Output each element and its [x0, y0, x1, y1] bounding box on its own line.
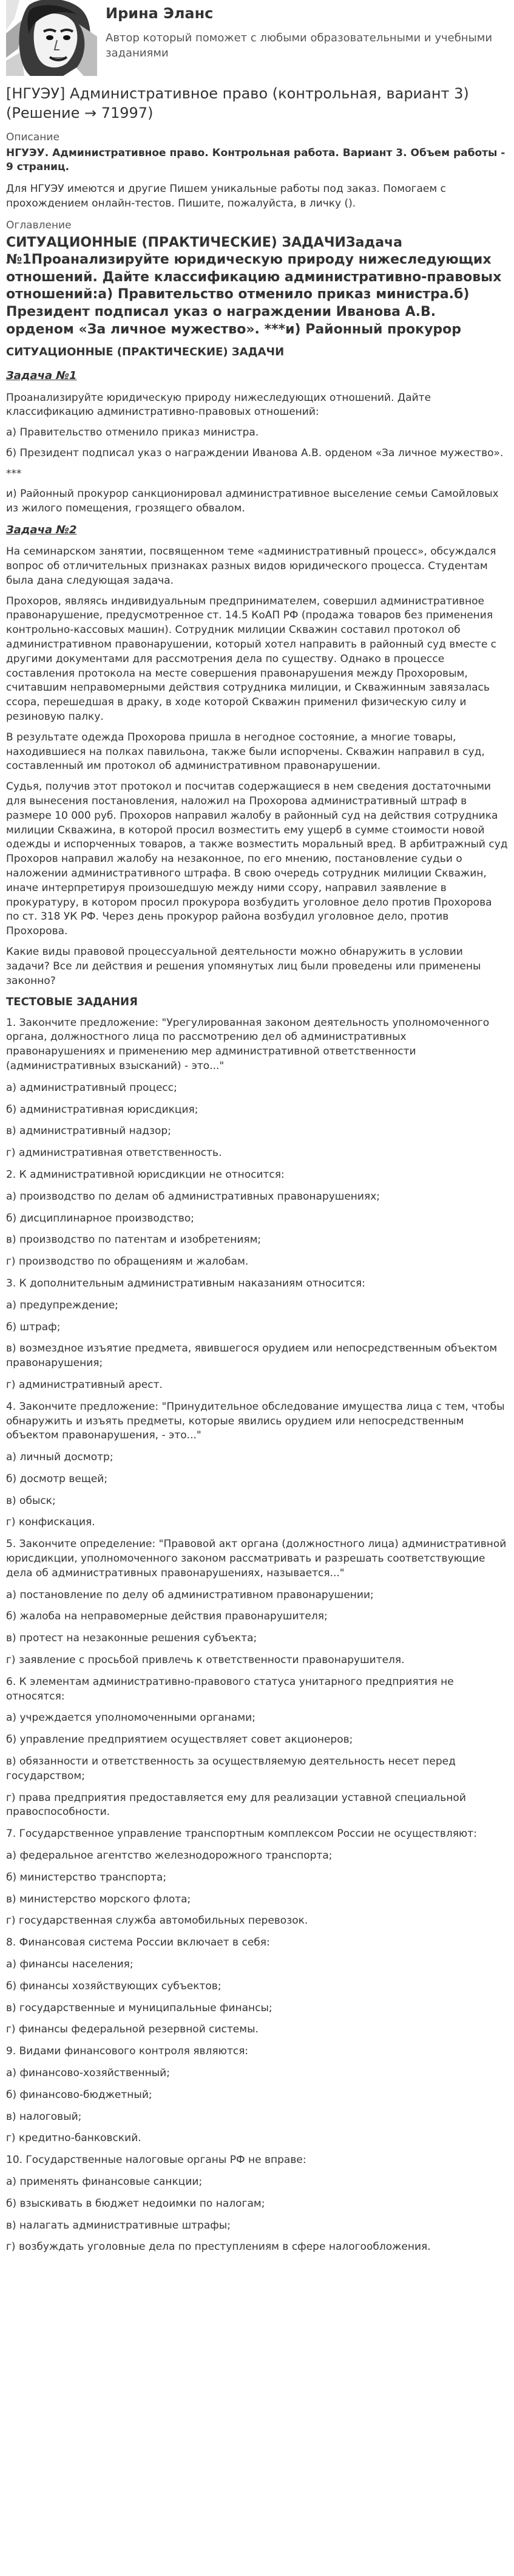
task2-paragraph: В результате одежда Прохорова пришла в негодное состояние, а многие товары, находившиеся на полках павильона, также были испорчены. Скважин направил в суд, составленный им протокол об административном правонарушении. [6, 731, 485, 773]
test-line: в) государственные и муниципальные финансы; [6, 2001, 272, 2014]
task2-paragraph: Прохоров, являясь индивидуальным предпринимателем, совершил административное правонарушение, предусмотренное ст. 14.5 КоАП РФ (продажа товаров без применения контрольно-кассовых машин). Сотрудник милиции Скважин составил протокол об административном правонарушении, который хотел направить в районный суд вместе с другими документами для рассмотрения дела по существу. Однако в процессе составления протокола на месте совершения правонарушения между Прохоровым, считавшим неправомерными действия сотрудника милиции, и Скважинным завязалась ссора, перешедшая в драку, в ходе которой Скважин применил физическую силу и резиновую палку. [6, 595, 497, 723]
description-summary: НГУЭУ. Административное право. Контрольная работа. Вариант 3. Объем работы - 9 страниц. [6, 146, 506, 174]
test-line: б) министерство транспорта; [6, 1871, 167, 1884]
test-line: 6. К элементам административно-правового статуса унитарного предприятия не относятся: [6, 1675, 454, 1703]
test-line: 4. Закончите предложение: "Принудительное обследование имущества лица с тем, чтобы обнаружить и изъять предметы, которые явились орудием или непосредственным объектом правонарушения, - это..." [6, 1400, 505, 1442]
task2-paragraph: Какие виды правовой процессуальной деятельности можно обнаружить в условии задачи? Все ли действия и решения упомянутых лиц были проведены или применены законно? [6, 945, 481, 987]
test-line: б) финансы хозяйствующих субъектов; [6, 1980, 221, 1992]
tests-heading: ТЕСТОВЫЕ ЗАДАНИЯ [6, 996, 138, 1009]
test-line: 7. Государственное управление транспортным комплексом России не осуществляют: [6, 1828, 477, 1840]
test-line: а) финансы населения; [6, 1958, 134, 1971]
test-line: в) налоговый; [6, 2110, 82, 2123]
test-line: а) федеральное агентство железнодорожного транспорта; [6, 1850, 333, 1862]
test-line: в) производство по патентам и изобретениям; [6, 1234, 262, 1246]
test-line: в) налагать административные штрафы; [6, 2219, 231, 2232]
test-line: г) государственная служба автомобильных перевозок. [6, 1915, 308, 1927]
test-line: г) конфискация. [6, 1516, 95, 1529]
test-line: б) досмотр вещей; [6, 1472, 108, 1485]
test-line: 2. К административной юрисдикции не относится: [6, 1168, 285, 1181]
test-line: г) права предприятия предоставляется ему для реализации уставной специальной правоспособности. [6, 1791, 466, 1819]
task1-item-a: а) Правительство отменило приказ министра. [6, 426, 259, 439]
test-line: в) протест на незаконные решения субъекта; [6, 1632, 257, 1645]
tests-list [6, 1016, 508, 2255]
author-header [6, 0, 508, 79]
test-line: а) учреждается уполномоченными органами; [6, 1712, 255, 1724]
test-line: 8. Финансовая система России включает в себя: [6, 1936, 270, 1949]
test-line: б) административная юрисдикция; [6, 1103, 198, 1116]
toc-label: Оглавление [6, 219, 72, 231]
section-practical-heading: СИТУАЦИОННЫЕ (ПРАКТИЧЕСКИЕ) ЗАДАЧИ [6, 346, 285, 359]
test-line: а) личный досмотр; [6, 1451, 113, 1464]
test-line: а) финансово-хозяйственный; [6, 2067, 170, 2079]
author-description: Автор который поможет с любыми образовательными и учебными заданиями [106, 31, 493, 60]
test-line: г) административный арест. [6, 1378, 163, 1391]
test-line: 9. Видами финансового контроля являются: [6, 2045, 249, 2058]
author-name[interactable]: Ирина Эланс [106, 5, 214, 22]
test-line: б) управление предприятием осуществляет совет акционеров; [6, 1734, 353, 1746]
test-line: а) предупреждение; [6, 1299, 118, 1311]
test-line: а) административный процесс; [6, 1081, 177, 1094]
test-line: в) обыск; [6, 1494, 56, 1507]
description-label: Описание [6, 131, 59, 143]
task1-item-b: б) Президент подписал указ о награждении Иванова А.В. орденом «За личное мужество». [6, 446, 504, 459]
test-line: а) производство по делам об административных правонарушениях; [6, 1190, 380, 1203]
test-line: в) министерство морского флота; [6, 1893, 191, 1905]
test-line: 3. К дополнительным административным наказаниям относится: [6, 1277, 365, 1290]
test-line: б) штраф; [6, 1320, 61, 1333]
test-line: в) административный надзор; [6, 1125, 171, 1138]
test-line: в) обязанности и ответственность за осуществляемую деятельность несет перед государством; [6, 1755, 456, 1782]
test-line: 1. Закончите предложение: "Урегулированная законом деятельность уполномоченного органа, должностного лица по рассмотрению дел об административных правонарушениях и применению мер административной ответственности (административных взысканий) - это..." [6, 1016, 490, 1072]
task2-paragraph: На семинарском занятии, посвященном теме «административный процесс», обсуждался вопрос об отличительных признаках разных видов юридического процесса. Студентам была дана следующая задача. [6, 545, 496, 587]
test-line: г) заявление с просьбой привлечь к ответственности правонарушителя. [6, 1654, 405, 1667]
test-line: г) возбуждать уголовные дела по преступлениям в сфере налогообложения. [6, 2241, 431, 2253]
test-line: г) производство по обращениям и жалобам. [6, 1256, 249, 1268]
task1-stars: *** [6, 467, 22, 480]
test-line: 5. Закончите определение: "Правовой акт органа (должностного лица) административной юрисдикции, уполномоченного законом рассматривать и разрешать соответствующие дела об административных правонарушениях, называется..." [6, 1538, 507, 1579]
description-text: Для НГУЭУ имеются и другие Пишем уникальные работы под заказ. Помогаем с прохождением онлайн-тестов. Пишите, пожалуйста, в личку (). [6, 183, 446, 210]
avatar-illustration-icon [6, 0, 97, 76]
test-line: г) финансы федеральной резервной системы. [6, 2023, 259, 2036]
test-line: г) административная ответственность. [6, 1147, 222, 1160]
author-avatar[interactable] [6, 0, 97, 76]
test-line: в) возмездное изъятие предмета, явившегося орудием или непосредственным объектом правонарушения; [6, 1342, 498, 1370]
author-info [97, 0, 508, 61]
page-title: [НГУЭУ] Административное право (контрольная, вариант 3) (Решение → 71997) [6, 85, 469, 122]
test-line: б) дисциплинарное производство; [6, 1212, 194, 1225]
test-line: а) постановление по делу об административном правонарушении; [6, 1588, 374, 1601]
test-line: б) взыскивать в бюджет недоимки по налогам; [6, 2197, 265, 2210]
test-line: 10. Государственные налоговые органы РФ не вправе: [6, 2154, 306, 2167]
task2-paragraph: Судья, получив этот протокол и посчитав содержащиеся в нем сведения достаточными для вынесения постановления, наложил на Прохорова административный штраф в размере 10 000 руб. Прохоров направил жалобу в районный суд на действия сотрудника милиции Скважина, в которой просил возместить ему ущерб в сумме стоимости новой одежды и испорченных товаров, а также возместить моральный вред. В арбитражный суд Прохоров направил жалобу на незаконное, по его мнению, постановление судьи о наложении административного штрафа. В свою очередь сотрудник милиции Скважин, иначе интерпретируя произошедшую между ними ссору, направил заявление в прокуратуру, в котором просил прокурора возбудить уголовное дело против Прохорова по ст. 318 УК РФ. Через день прокурор района возбудил уголовное дело, против Прохорова. [6, 781, 508, 938]
test-line: а) применять финансовые санкции; [6, 2175, 203, 2188]
test-line: б) финансово-бюджетный; [6, 2088, 152, 2101]
task1-item-i: и) Районный прокурор санкционировал административное выселение семьи Самойловых из жилого помещения, грозящего обвалом. [6, 488, 499, 515]
task1-intro: Проанализируйте юридическую природу нижеследующих отношений. Дайте классификацию административно-правовых отношений: [6, 391, 431, 419]
toc-text: СИТУАЦИОННЫЕ (ПРАКТИЧЕСКИЕ) ЗАДАЧИЗадача №1Проанализируйте юридическую природу нижеследующих отношений. Дайте классификацию административно-правовых отношений:а) Правительство отменило приказ министра.б) Президент подписал указ о награждении Иванова А.В. орденом «За личное мужество». ***и) Районный прокурор [6, 234, 502, 337]
task2-heading: Задача №2 [6, 524, 77, 537]
test-line: г) кредитно-банковский. [6, 2132, 141, 2145]
task1-heading: Задача №1 [6, 369, 77, 383]
test-line: б) жалоба на неправомерные действия правонарушителя; [6, 1610, 328, 1623]
